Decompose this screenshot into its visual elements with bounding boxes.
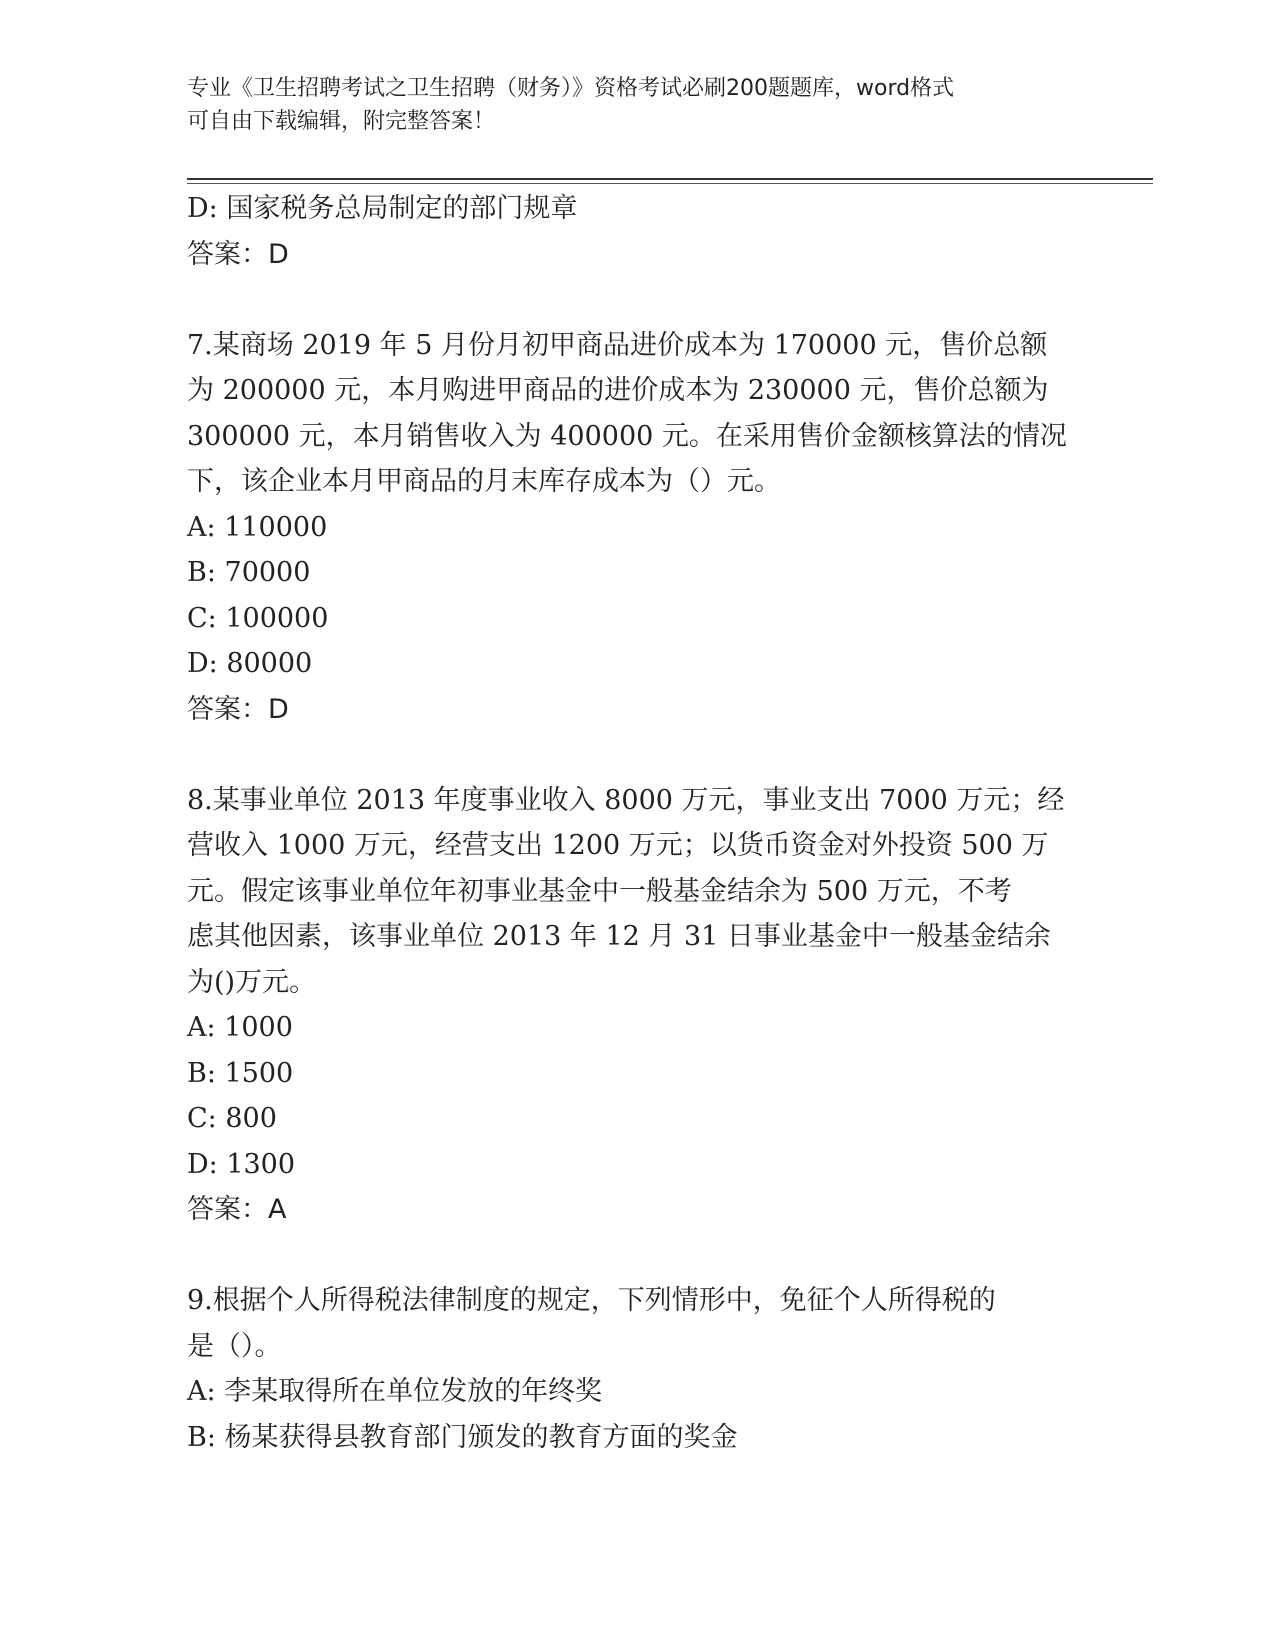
question-text-line: 300000 元，本月销售收入为 400000 元。在采用售价金额核算法的情况 xyxy=(187,420,1067,452)
previous-question-tail xyxy=(187,186,1107,277)
question-8 xyxy=(187,778,1107,1233)
option-d: D: 1300 xyxy=(187,1148,296,1180)
option-a: A: 110000 xyxy=(187,511,328,543)
option-b: B: 1500 xyxy=(187,1057,294,1089)
option-a: A: 李某取得所在单位发放的年终奖 xyxy=(187,1376,603,1407)
header-line-1: 专业《卫生招聘考试之卫生招聘（财务）》资格考试必刷200题题库，word格式 xyxy=(187,76,955,101)
question-7 xyxy=(187,323,1107,733)
option-d: D: 国家税务总局制定的部门规章 xyxy=(187,193,578,224)
option-c: C: 100000 xyxy=(187,602,329,634)
question-text-line: 营收入 1000 万元，经营支出 1200 万元；以货币资金对外投资 500 万 xyxy=(187,830,1049,861)
option-a: A: 1000 xyxy=(187,1012,293,1043)
question-text-line: 为 200000 元，本月购进甲商品的进价成本为 230000 元，售价总额为 xyxy=(187,375,1049,406)
question-9 xyxy=(187,1278,1107,1460)
question-text-line: 9.根据个人所得税法律制度的规定，下列情形中，免征个人所得税的 xyxy=(187,1285,996,1316)
option-c: C: 800 xyxy=(187,1103,277,1134)
header-line-2: 可自由下载编辑，附完整答案！ xyxy=(187,109,496,134)
header-divider-thick xyxy=(187,178,1153,180)
question-text-line: 为()万元。 xyxy=(187,966,317,998)
question-text-line: 7.某商场 2019 年 5 月份月初甲商品进价成本为 170000 元，售价总额 xyxy=(187,329,1048,361)
question-text-line: 元。假定该事业单位年初事业基金中一般基金结余为 500 万元，不考 xyxy=(187,875,1012,907)
question-text-line: 虑其他因素，该事业单位 2013 年 12 月 31 日事业基金中一般基金结余 xyxy=(187,921,1051,952)
document-body xyxy=(187,186,1107,1460)
option-b: B: 杨某获得县教育部门颁发的教育方面的奖金 xyxy=(187,1421,738,1453)
header-divider-thin xyxy=(187,183,1153,184)
option-b: B: 70000 xyxy=(187,557,311,588)
document-header xyxy=(187,72,1067,138)
question-text-line: 是（）。 xyxy=(187,1330,282,1362)
answer-line: 答案：A xyxy=(187,1194,287,1225)
question-text-line: 8.某事业单位 2013 年度事业收入 8000 万元，事业支出 7000 万元；经 xyxy=(187,784,1065,816)
answer-line: 答案：D xyxy=(187,693,289,725)
option-d: D: 80000 xyxy=(187,648,313,679)
answer-line: 答案：D xyxy=(187,238,289,270)
question-text-line: 下，该企业本月甲商品的月末库存成本为（）元。 xyxy=(187,466,781,497)
